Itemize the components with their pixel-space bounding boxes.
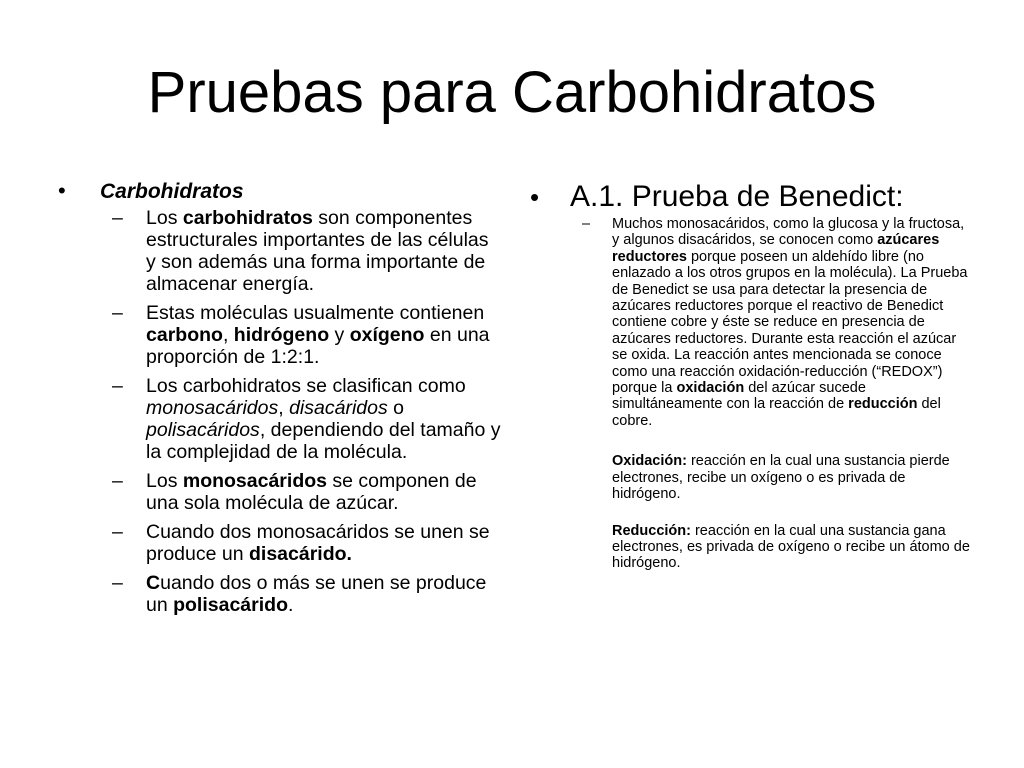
list-item: [582, 216, 970, 429]
text-segment: disacáridos: [289, 397, 388, 419]
text-segment: .: [287, 594, 294, 616]
text-segment: Los: [146, 470, 183, 492]
bullet-icon: •: [530, 182, 540, 212]
list-item-text: [146, 375, 503, 463]
dash-icon: –: [112, 207, 123, 229]
dash-icon: –: [582, 216, 591, 232]
list-item: [112, 302, 503, 368]
text-segment: oxidación: [676, 380, 745, 397]
text-segment: Cuando dos monosacáridos se unen se produce un: [146, 521, 490, 565]
dash-icon: –: [112, 302, 123, 324]
left-heading-row: [58, 178, 503, 205]
text-segment: carbohidratos: [182, 207, 313, 229]
text-segment: C: [146, 572, 161, 594]
dash-icon: –: [112, 521, 123, 543]
text-segment: se componen de una sola molécula de azúcar.: [146, 470, 477, 514]
text-segment: monosacáridos: [146, 397, 279, 419]
text-segment: ,: [278, 397, 290, 419]
text-segment: monosacáridos: [182, 470, 327, 492]
text-segment: polisacárido: [173, 594, 288, 616]
definition-term: Oxidación:: [612, 453, 687, 470]
dash-icon: –: [112, 572, 123, 594]
text-segment: oxígeno: [349, 324, 425, 346]
text-segment: azúcares reductores: [612, 232, 940, 265]
left-column: [58, 178, 503, 623]
list-item: [112, 470, 503, 514]
text-segment: Los carbohidratos se clasifican como: [146, 375, 466, 397]
text-segment: Estas moléculas usualmente contienen: [146, 302, 485, 324]
list-item-text: [146, 302, 503, 368]
definition-oxidacion: [612, 453, 972, 502]
text-segment: polisacáridos: [146, 419, 260, 441]
text-segment: disacárido.: [249, 543, 352, 565]
text-segment: en una proporción de 1:2:1.: [146, 324, 490, 368]
text-segment: , dependiendo del tamaño y la complejidad de la molécula.: [146, 419, 501, 463]
definition-reduccion: [612, 523, 972, 572]
dash-icon: –: [112, 375, 123, 397]
text-segment: reducción: [848, 396, 918, 413]
list-item-text: [612, 216, 970, 429]
text-segment: hidrógeno: [233, 324, 330, 346]
definition-term: Reducción:: [612, 522, 691, 539]
list-item-text: [146, 572, 503, 616]
list-item-text: [146, 470, 503, 514]
list-item-text: [146, 521, 503, 565]
list-item: [112, 375, 503, 463]
left-heading: Carbohidratos: [100, 180, 244, 203]
text-segment: y: [329, 324, 350, 346]
right-heading-row: [530, 178, 970, 216]
right-heading: A.1. Prueba de Benedict:: [570, 180, 904, 213]
dash-icon: –: [112, 470, 123, 492]
definition-text: reacción en la cual una sustancia gana electrones, es privada de oxígeno o recibe un átomo de hidrógeno.: [612, 522, 970, 572]
list-item: [112, 572, 503, 616]
text-segment: uando dos o más se unen se produce un: [146, 572, 487, 616]
text-segment: ,: [222, 324, 234, 346]
bullet-icon: •: [58, 178, 66, 203]
text-segment: son componentes estructurales importantes de las células y son además una forma importante de almacenar energía.: [146, 207, 489, 295]
text-segment: porque poseen un aldehído libre (no enlazado a los otros grupos en la molécula). La Prueba de Benedict se usa para detectar la presencia de azúcares reductores porque el reactivo de Benedict contiene cobre y éste se reduce en presencia de azúcares reductores. Durante esta reacción el azúcar se oxida. La reacción antes mencionada se conoce como una reacción oxidación-reducción (“REDOX”) porque la: [612, 248, 968, 397]
list-item: [112, 207, 503, 295]
text-segment: carbono: [146, 324, 223, 346]
left-subitems: [112, 207, 503, 616]
text-segment: Los: [146, 207, 183, 229]
right-subitems: [582, 216, 970, 429]
definition-text: reacción en la cual una sustancia pierde electrones, recibe un oxígeno o es privada de hidrógeno.: [612, 453, 950, 503]
text-segment: Muchos monosacáridos, como la glucosa y la fructosa, y algunos disacáridos, se conocen como: [612, 216, 965, 249]
text-segment: o: [387, 397, 404, 419]
text-segment: del cobre.: [612, 396, 941, 429]
text-segment: del azúcar sucede simultáneamente con la reacción de: [612, 380, 866, 413]
list-item-text: [146, 207, 503, 295]
right-column: [530, 178, 970, 572]
slide-title: Pruebas para Carbohidratos: [147, 60, 877, 125]
list-item: [112, 521, 503, 565]
